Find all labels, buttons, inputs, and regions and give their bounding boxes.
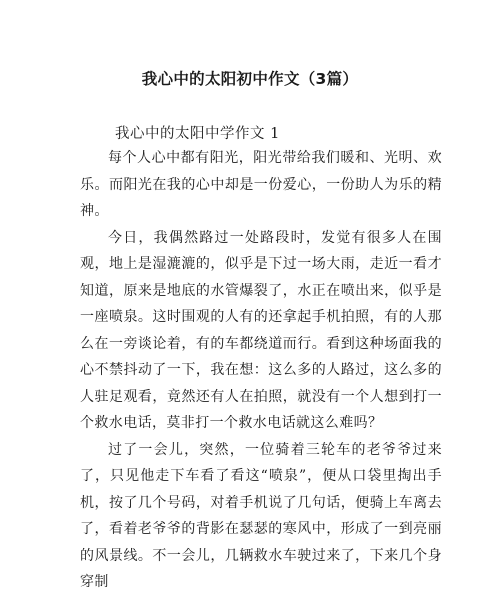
document-title: 我心中的太阳初中作文（3篇） xyxy=(141,70,359,88)
paragraph: 过了一会儿，突然，一位骑着三轮车的老爷爷过来了，只见他走下车看了看这“喷泉”，便从口袋里掏出手机，按了几个号码，对着手机说了几句话，便骑上车离去了，看着老爷爷的背影在瑟瑟的寒风中，形成了一到亮丽的风景线。不一会儿，几辆救水车驶过来了，下来几个身穿制 xyxy=(80,441,442,590)
paragraph: 今日，我偶然路过一处路段时，发觉有很多人在围观，地上是湿漉漉的，似乎是下过一场大雨，走近一看才知道，原来是地底的水管爆裂了，水正在喷出来，似乎是一座喷泉。这时围观的人有的还拿起手机拍照，有的人那么在一旁谈论着，有的车都绕道而行。看到这种场面我的心不禁抖动了一下，我在想：这么多的人路过，这么多的人驻足观看，竟然还有人在拍照，就没有一个人想到打一个救水电话，莫非打一个救水电话就这么难吗？ xyxy=(80,229,442,431)
paragraph: 每个人心中都有阳光，阳光带给我们暖和、光明、欢乐。而阳光在我的心中却是一份爱心，一份助人为乐的精神。 xyxy=(80,150,442,219)
essay-subtitle: 我心中的太阳中学作文 1 xyxy=(115,126,280,142)
essay-body xyxy=(80,145,442,596)
